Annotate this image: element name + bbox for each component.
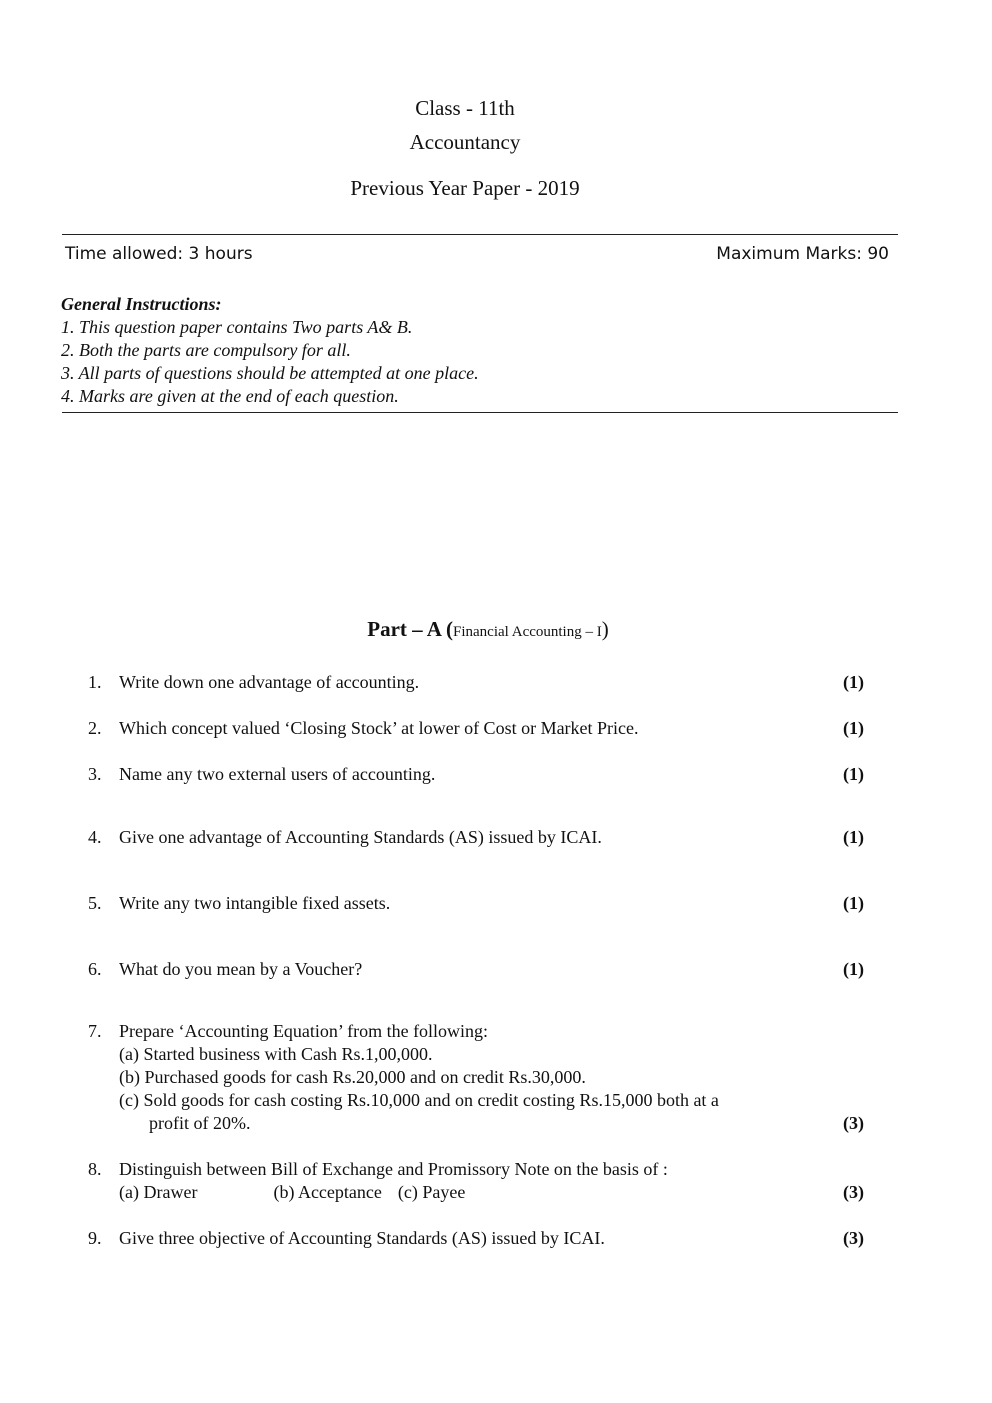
part-a-heading	[0, 617, 976, 642]
question-number: 5.	[88, 893, 102, 913]
question-marks: (3)	[843, 1113, 864, 1133]
question-item	[88, 1020, 864, 1135]
instruction-item: 3. All parts of questions should be attempted at one place.	[61, 363, 479, 383]
question-subpart: (a) Started business with Cash Rs.1,00,000.	[119, 1044, 433, 1064]
question-text: Give one advantage of Accounting Standards (AS) issued by ICAI.	[119, 827, 602, 847]
maximum-marks: Maximum Marks: 90	[716, 244, 889, 264]
question-marks: (1)	[843, 959, 864, 979]
question-item	[88, 717, 864, 740]
question-marks: (1)	[843, 827, 864, 847]
question-subpart: (c) Sold goods for cash costing Rs.10,000 and on credit costing Rs.15,000 both at a	[119, 1090, 719, 1110]
instruction-item: 4. Marks are given at the end of each question.	[61, 386, 399, 406]
question-text: Prepare ‘Accounting Equation’ from the following:	[119, 1021, 489, 1041]
question-text: Name any two external users of accounting.	[119, 764, 436, 784]
question-marks: (3)	[843, 1228, 864, 1248]
question-marks: (1)	[843, 764, 864, 784]
question-number: 3.	[88, 764, 102, 784]
part-a-subtitle: Financial Accounting – I	[453, 624, 602, 640]
question-item	[88, 763, 864, 786]
question-number: 9.	[88, 1228, 102, 1248]
question-subpart: (b) Purchased goods for cash Rs.20,000 and on credit Rs.30,000.	[119, 1067, 586, 1087]
question-number: 4.	[88, 827, 102, 847]
question-marks: (1)	[843, 893, 864, 913]
question-subpart-row	[119, 1181, 864, 1204]
question-item	[88, 1227, 864, 1250]
question-number: 6.	[88, 959, 102, 979]
general-instructions	[61, 293, 479, 408]
question-marks: (3)	[843, 1182, 864, 1202]
question-item	[88, 958, 864, 981]
question-text: Distinguish between Bill of Exchange and Promissory Note on the basis of :	[119, 1159, 668, 1179]
instructions-title: General Instructions:	[61, 294, 222, 314]
part-a-close: )	[601, 617, 609, 641]
subject-title: Accountancy	[409, 130, 521, 154]
question-item	[88, 671, 864, 694]
question-item	[88, 1158, 864, 1204]
paper-title: Previous Year Paper - 2019	[350, 176, 580, 200]
question-subpart: (a) Drawer	[119, 1182, 198, 1202]
header-divider-bottom	[62, 412, 898, 413]
question-subpart: (b) Acceptance	[273, 1182, 382, 1202]
question-item	[88, 826, 864, 849]
question-text: Write down one advantage of accounting.	[119, 672, 420, 692]
question-text: What do you mean by a Voucher?	[119, 959, 363, 979]
question-text: Which concept valued ‘Closing Stock’ at lower of Cost or Market Price.	[119, 718, 639, 738]
question-subpart: profit of 20%.	[149, 1113, 251, 1133]
question-text: Write any two intangible fixed assets.	[119, 893, 391, 913]
question-number: 1.	[88, 672, 102, 692]
question-subpart: (c) Payee	[397, 1182, 466, 1202]
header-divider-top	[62, 234, 898, 235]
question-number: 2.	[88, 718, 102, 738]
time-allowed: Time allowed: 3 hours	[65, 244, 253, 264]
question-number: 7.	[88, 1021, 102, 1041]
question-text: Give three objective of Accounting Standards (AS) issued by ICAI.	[119, 1228, 605, 1248]
question-item	[88, 892, 864, 915]
class-title: Class - 11th	[415, 96, 515, 120]
question-marks: (1)	[843, 718, 864, 738]
question-number: 8.	[88, 1159, 102, 1179]
instruction-item: 2. Both the parts are compulsory for all.	[61, 340, 351, 360]
question-marks: (1)	[843, 672, 864, 692]
part-a-label: Part – A (	[367, 617, 453, 641]
instruction-item: 1. This question paper contains Two parts A& B.	[61, 317, 413, 337]
